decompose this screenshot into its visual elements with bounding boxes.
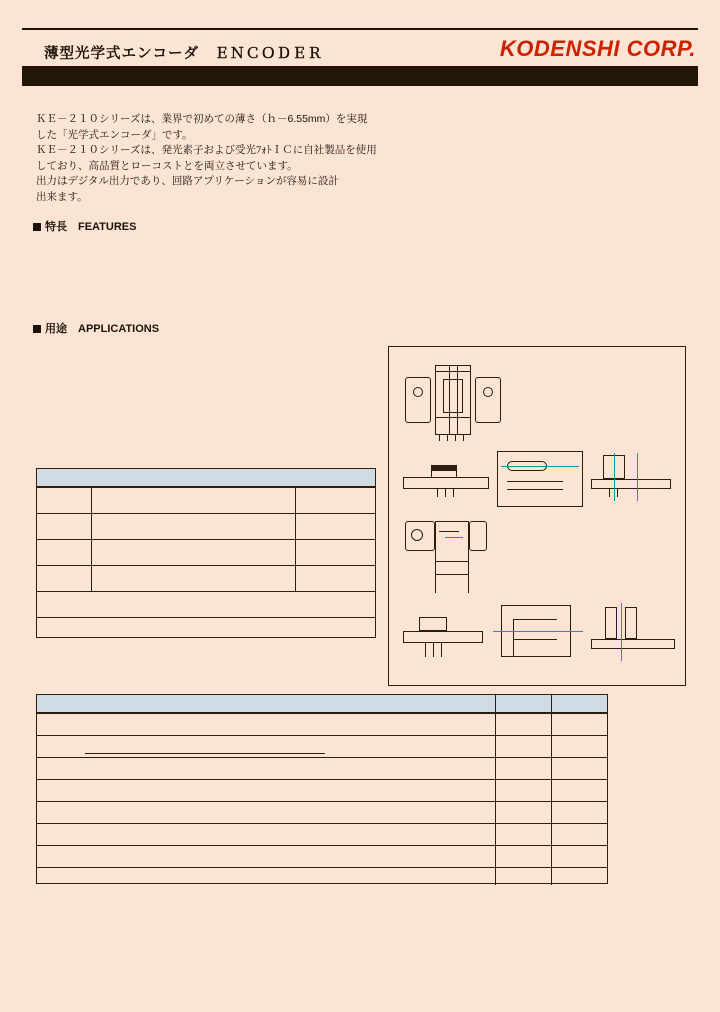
- drawing-line: [507, 481, 563, 482]
- table-row: [37, 565, 375, 566]
- table-sub-rule: [85, 753, 325, 754]
- parameter-table-header-row: [37, 695, 607, 713]
- parameter-table: [36, 694, 608, 884]
- section-heading-applications: [33, 320, 159, 336]
- drawing-bottom-left-view: [403, 617, 483, 663]
- drawing-line: [435, 371, 471, 372]
- table-row: [37, 487, 375, 488]
- drawing-line: [435, 561, 469, 562]
- specification-table: [36, 468, 376, 638]
- drawing-body: [435, 521, 469, 575]
- drawing-pin: [463, 435, 464, 441]
- intro-line-4: しており、高品質とローコストとを両立させています。: [36, 159, 298, 172]
- drawing-line: [435, 417, 471, 418]
- drawing-pin: [609, 489, 610, 497]
- table-row: [37, 513, 375, 514]
- drawing-shape: [591, 639, 675, 649]
- drawing-shape: [625, 607, 637, 639]
- drawing-center-line: [614, 453, 615, 501]
- section-heading-features: [33, 218, 136, 234]
- drawing-pin: [617, 489, 618, 497]
- drawing-shape: [431, 470, 457, 478]
- drawing-frame: [497, 451, 583, 507]
- intro-line-1: ＫＥ－２１０シリーズは、業界で初めての薄さ（ｈ－6.55mm）を実現: [36, 113, 368, 125]
- drawing-line: [513, 619, 557, 620]
- drawing-pin: [441, 643, 442, 657]
- header-dark-band: [22, 66, 698, 86]
- drawing-shape: [469, 521, 487, 551]
- drawing-shape: [405, 377, 431, 423]
- drawing-center-line: [445, 537, 463, 538]
- drawing-pin: [453, 489, 454, 497]
- dimensional-drawing-panel: [388, 346, 686, 686]
- drawing-shape: [403, 477, 489, 489]
- bullet-square-icon: [33, 325, 41, 333]
- drawing-line: [507, 489, 563, 490]
- table-row: [37, 617, 375, 618]
- drawing-center-line: [621, 603, 622, 661]
- drawing-slot: [443, 379, 463, 413]
- intro-line-3: ＫＥ－２１０シリーズは、発光素子および受光ﾌｫﾄＩＣに自社製品を使用: [36, 144, 377, 156]
- drawing-pin: [437, 489, 438, 497]
- drawing-hole: [411, 529, 423, 541]
- drawing-hole: [413, 387, 423, 397]
- table-sub-rule: [85, 801, 245, 802]
- drawing-center-line: [501, 466, 579, 467]
- drawing-line: [468, 575, 469, 593]
- drawing-line: [457, 365, 458, 435]
- drawing-shape: [403, 631, 483, 643]
- drawing-shape: [605, 607, 617, 639]
- table-row: [37, 539, 375, 540]
- parameter-column-divider-1: [495, 695, 496, 885]
- drawing-shape: [591, 479, 671, 489]
- drawing-pin: [455, 435, 456, 441]
- drawing-line: [449, 365, 450, 435]
- drawing-line: [513, 619, 514, 657]
- drawing-detail-view: [497, 451, 583, 507]
- intro-line-2: した「光学式エンコーダ」です。: [36, 128, 193, 141]
- table-row: [37, 757, 607, 758]
- bullet-square-icon: [33, 223, 41, 231]
- drawing-pin: [445, 489, 446, 497]
- drawing-shape: [419, 617, 447, 631]
- drawing-center-line: [493, 631, 583, 632]
- drawing-hole: [483, 387, 493, 397]
- page-title: 薄型光学式エンコーダ ＥＮＣＯＤＥＲ: [44, 46, 323, 62]
- features-label: 特長 FEATURES: [45, 221, 137, 233]
- table-row: [37, 591, 375, 592]
- table-row: [37, 713, 607, 714]
- drawing-right-view: [591, 453, 671, 501]
- drawing-line: [435, 575, 436, 593]
- applications-label: 用途 APPLICATIONS: [45, 323, 160, 335]
- intro-paragraph: [36, 112, 436, 205]
- drawing-bottom-right-view: [591, 603, 675, 661]
- drawing-top-view: [405, 521, 487, 593]
- spec-column-divider-2: [295, 487, 296, 591]
- drawing-pin: [433, 643, 434, 657]
- drawing-bottom-mid-view: [493, 605, 583, 665]
- drawing-pin: [439, 435, 440, 441]
- drawing-pin: [447, 435, 448, 441]
- spec-table-header-row: [37, 469, 375, 487]
- table-row: [37, 867, 607, 868]
- drawing-line: [439, 531, 459, 532]
- parameter-column-divider-2: [551, 695, 552, 885]
- drawing-line: [513, 639, 557, 640]
- drawing-pin: [425, 643, 426, 657]
- intro-line-6: 出来ます。: [36, 190, 88, 203]
- table-sub-rule: [85, 779, 285, 780]
- drawing-front-view: [405, 365, 501, 441]
- spec-column-divider-1: [91, 487, 92, 591]
- brand-logo: KODENSHI CORP.: [499, 36, 696, 61]
- table-row: [37, 735, 607, 736]
- drawing-side-view: [403, 459, 489, 499]
- drawing-shape: [475, 377, 501, 423]
- table-row: [37, 845, 607, 846]
- intro-line-5: 出力はデジタル出力であり、回路アプリケーションが容易に設計: [36, 175, 339, 187]
- drawing-center-line: [637, 453, 638, 501]
- table-sub-rule: [85, 823, 385, 824]
